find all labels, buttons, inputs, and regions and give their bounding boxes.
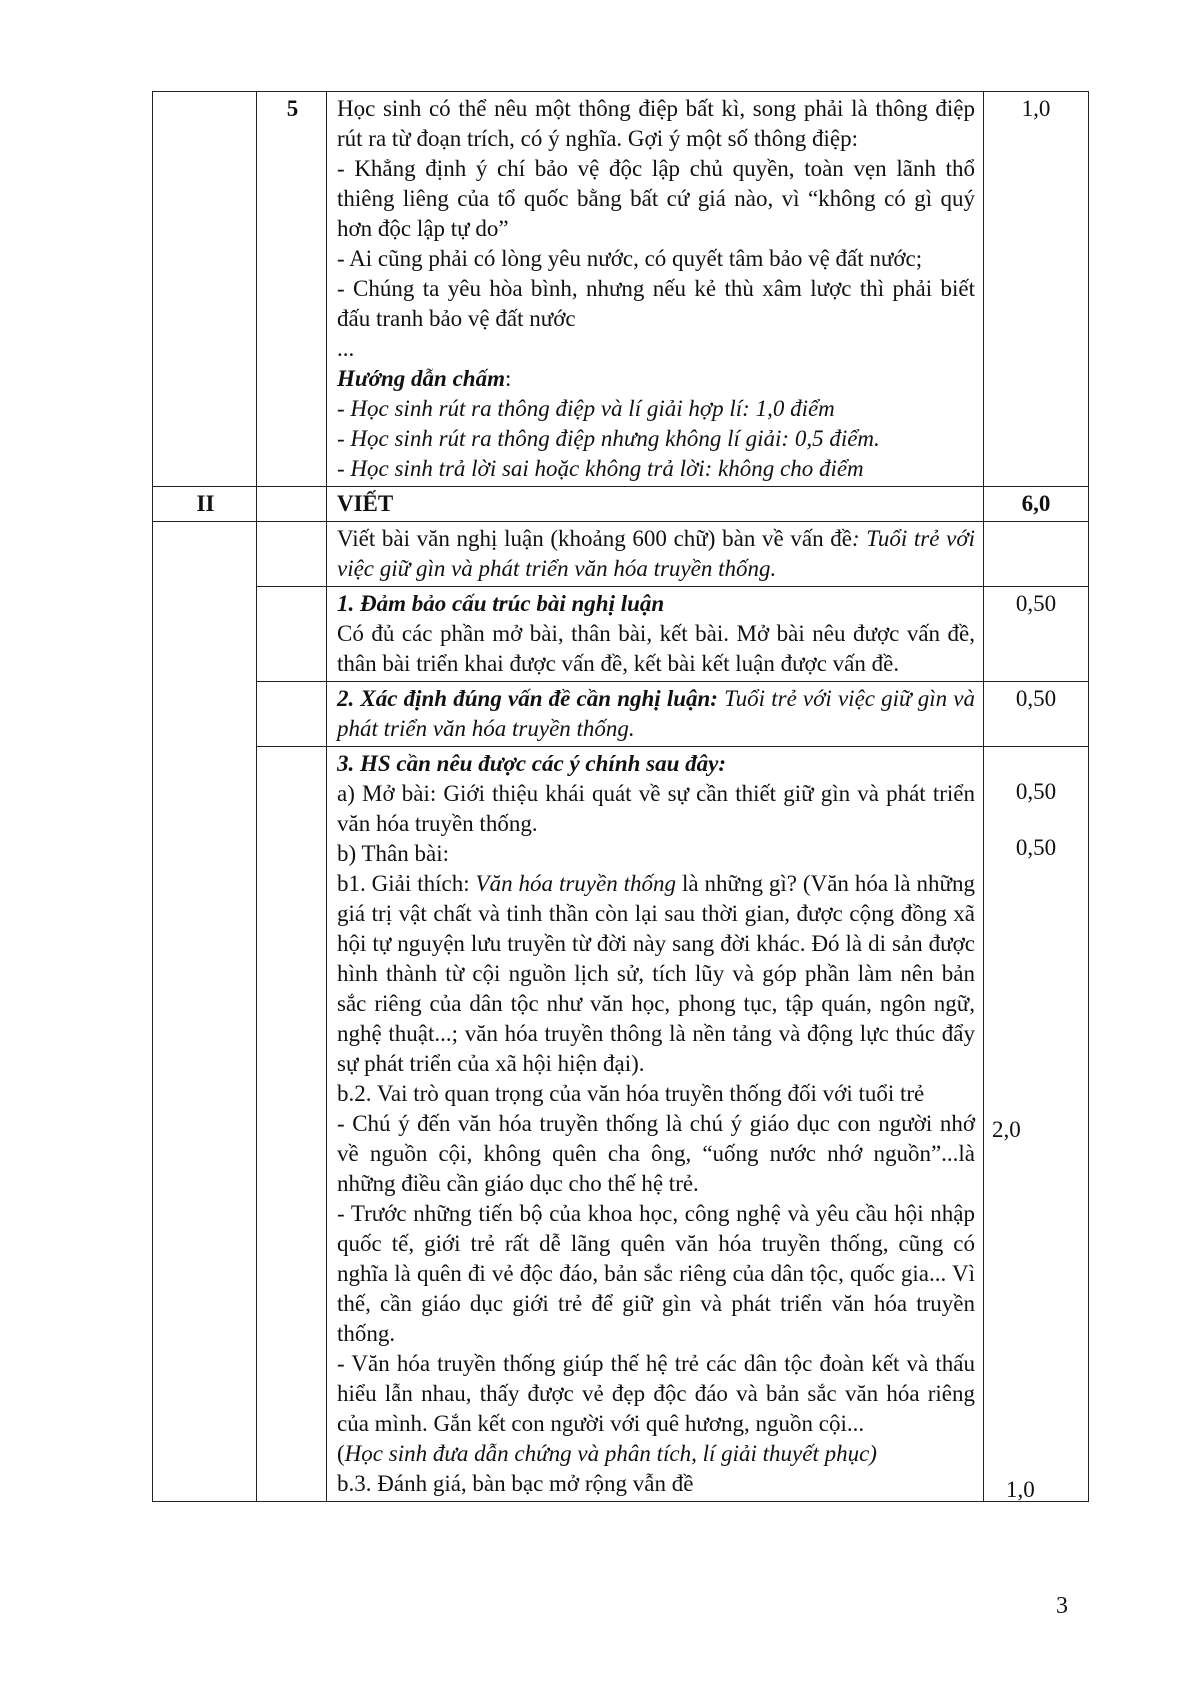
criterion-3-body-label: b) Thân bài: <box>337 841 449 866</box>
empty-cell <box>257 587 327 682</box>
q5-line-4: - Chúng ta yêu hòa bình, nhưng nếu kẻ thù xâm lược thì phải biết đấu tranh bảo vệ đất nước <box>337 276 975 331</box>
criterion-3 <box>327 747 984 1502</box>
empty-cell <box>257 747 327 1502</box>
empty-cell <box>257 522 327 587</box>
b1-explanation: là những gì? (Văn hóa là những giá trị vật chất và tinh thần còn lại sau thời gian, được cộng đồng xã hội tự nguyện lưu truyền từ đời này sang đời khác. Đó là di sản được hình thành từ cội nguồn lịch sử, tích lũy và góp phần làm nên bản sắc riêng của dân tộc như văn học, phong tục, tập quán, ngôn ngữ, nghệ thuật...; văn hóa truyền thông là nền tảng và động lực thúc đẩy sự phát triển của xã hội hiện đại). <box>337 871 975 1076</box>
empty-cell <box>257 682 327 747</box>
grading-guide-label: Hướng dẫn chấm <box>337 366 505 391</box>
criterion-2-topic: Tuổi trẻ với việc giữ gìn và phát triển văn hóa truyền thống. <box>337 686 976 741</box>
criterion-1-score: 0,50 <box>984 587 1089 682</box>
writing-prompt <box>327 522 984 587</box>
score-intro: 0,50 <box>1015 779 1057 804</box>
criterion-3-heading: 3. HS cần nêu được các ý chính sau đây: <box>337 751 727 776</box>
table-row-criterion-3 <box>153 747 1089 1502</box>
section-title: VIẾT <box>327 487 984 522</box>
answer-cell-q5 <box>327 92 984 487</box>
b1-term: Văn hóa truyền thống <box>475 871 677 896</box>
criterion-3-b2: b.2. Vai trò quan trọng của văn hóa truyền thống đối với tuổi trẻ <box>337 1081 925 1106</box>
note-paren: ( <box>337 1441 345 1466</box>
question-number: 5 <box>257 92 327 487</box>
guide-line-3: - Học sinh trả lời sai hoặc không trả lời: không cho điểm <box>337 456 864 481</box>
criterion-3-b1 <box>337 869 975 1079</box>
criterion-2-heading: 2. Xác định đúng vấn đề cần nghị luận: <box>337 686 718 711</box>
table-row-prompt <box>153 522 1089 587</box>
criterion-2 <box>327 682 984 747</box>
criterion-3-b2-point-1: - Chú ý đến văn hóa truyền thống là chú ý giáo dục con người nhớ về nguồn cội, không quên cha ông, “uống nước nhớ nguồn”...là những điều cần giáo dục cho thế hệ trẻ. <box>337 1111 975 1196</box>
criterion-1-heading: 1. Đảm bảo cấu trúc bài nghị luận <box>337 591 665 616</box>
section-roman: II <box>153 487 257 522</box>
criterion-3-b2-point-2: - Trước những tiến bộ của khoa học, công nghệ và yêu cầu hội nhập quốc tế, giới trẻ rất dễ lãng quên văn hóa truyền thống, cũng có nghĩa là quên đi vẻ độc đáo, bản sắc riêng của dân tộc, quốc gia... Vì thế, cần giáo dục giới trẻ để giữ gìn và phát triển văn hóa truyền thống. <box>337 1201 975 1346</box>
table-row-criterion-1 <box>153 587 1089 682</box>
q5-line-5: ... <box>337 336 355 361</box>
criterion-3-b3: b.3. Đánh giá, bàn bạc mở rộng vẫn đề <box>337 1471 694 1496</box>
section-score: 6,0 <box>984 487 1089 522</box>
guide-line-1: - Học sinh rút ra thông điệp và lí giải hợp lí: 1,0 điểm <box>337 396 835 421</box>
score-body: 0,50 <box>1015 835 1057 860</box>
criterion-3-intro: a) Mở bài: Giới thiệu khái quát về sự cần thiết giữ gìn và phát triển văn hóa truyền thống. <box>337 781 975 836</box>
criterion-3-scores <box>984 747 1089 1502</box>
score-q5: 1,0 <box>984 92 1089 487</box>
empty-cell <box>984 522 1089 587</box>
table-row-criterion-2 <box>153 682 1089 747</box>
guide-line-2: - Học sinh rút ra thông điệp nhưng không lí giải: 0,5 điểm. <box>337 426 880 451</box>
grading-guide-title <box>337 364 975 394</box>
criterion-3-b2-note <box>337 1439 975 1469</box>
note-text: Học sinh đưa dẫn chứng và phân tích, lí giải thuyết phục) <box>344 1441 877 1466</box>
grading-guide-colon: : <box>505 366 512 391</box>
q5-line-3: - Ai cũng phải có lòng yêu nước, có quyết tâm bảo vệ đất nước; <box>337 246 923 271</box>
table-row-q5 <box>153 92 1089 487</box>
section-2-left-cell <box>153 522 257 1502</box>
score-b2: 2,0 <box>992 1117 1021 1142</box>
prompt-text: Viết bài văn nghị luận (khoảng 600 chữ) bàn về vấn đề <box>337 526 852 551</box>
section-cell <box>153 92 257 487</box>
table-row-section-2 <box>153 487 1089 522</box>
q5-line-2: - Khẳng định ý chí bảo vệ độc lập chủ quyền, toàn vẹn lãnh thổ thiêng liêng của tổ quốc bằng bất cứ giá nào, vì “không có gì quý hơn độc lập tự do” <box>337 156 975 241</box>
score-b3: 1,0 <box>1006 1477 1035 1502</box>
prompt-topic: : Tuổi trẻ với việc giữ gìn và phát triển văn hóa truyền thống. <box>337 526 975 581</box>
q5-line-1: Học sinh có thể nêu một thông điệp bất kì, song phải là thông điệp rút ra từ đoạn trích, có ý nghĩa. Gợi ý một số thông điệp: <box>337 96 975 151</box>
criterion-2-score: 0,50 <box>984 682 1089 747</box>
grading-table <box>152 91 1089 1502</box>
b1-prefix: b1. Giải thích: <box>337 871 476 896</box>
page-number: 3 <box>1056 1593 1068 1619</box>
criterion-3-b2-point-3: - Văn hóa truyền thống giúp thế hệ trẻ các dân tộc đoàn kết và thấu hiểu lẫn nhau, thấy được vẻ đẹp độc đáo và bản sắc văn hóa riêng của mình. Gắn kết con người với quê hương, nguồn cội... <box>337 1351 975 1436</box>
empty-cell <box>257 487 327 522</box>
criterion-1 <box>327 587 984 682</box>
criterion-1-body: Có đủ các phần mở bài, thân bài, kết bài. Mở bài nêu được vấn đề, thân bài triển khai được vấn đề, kết bài kết luận được vấn đề. <box>337 621 975 676</box>
